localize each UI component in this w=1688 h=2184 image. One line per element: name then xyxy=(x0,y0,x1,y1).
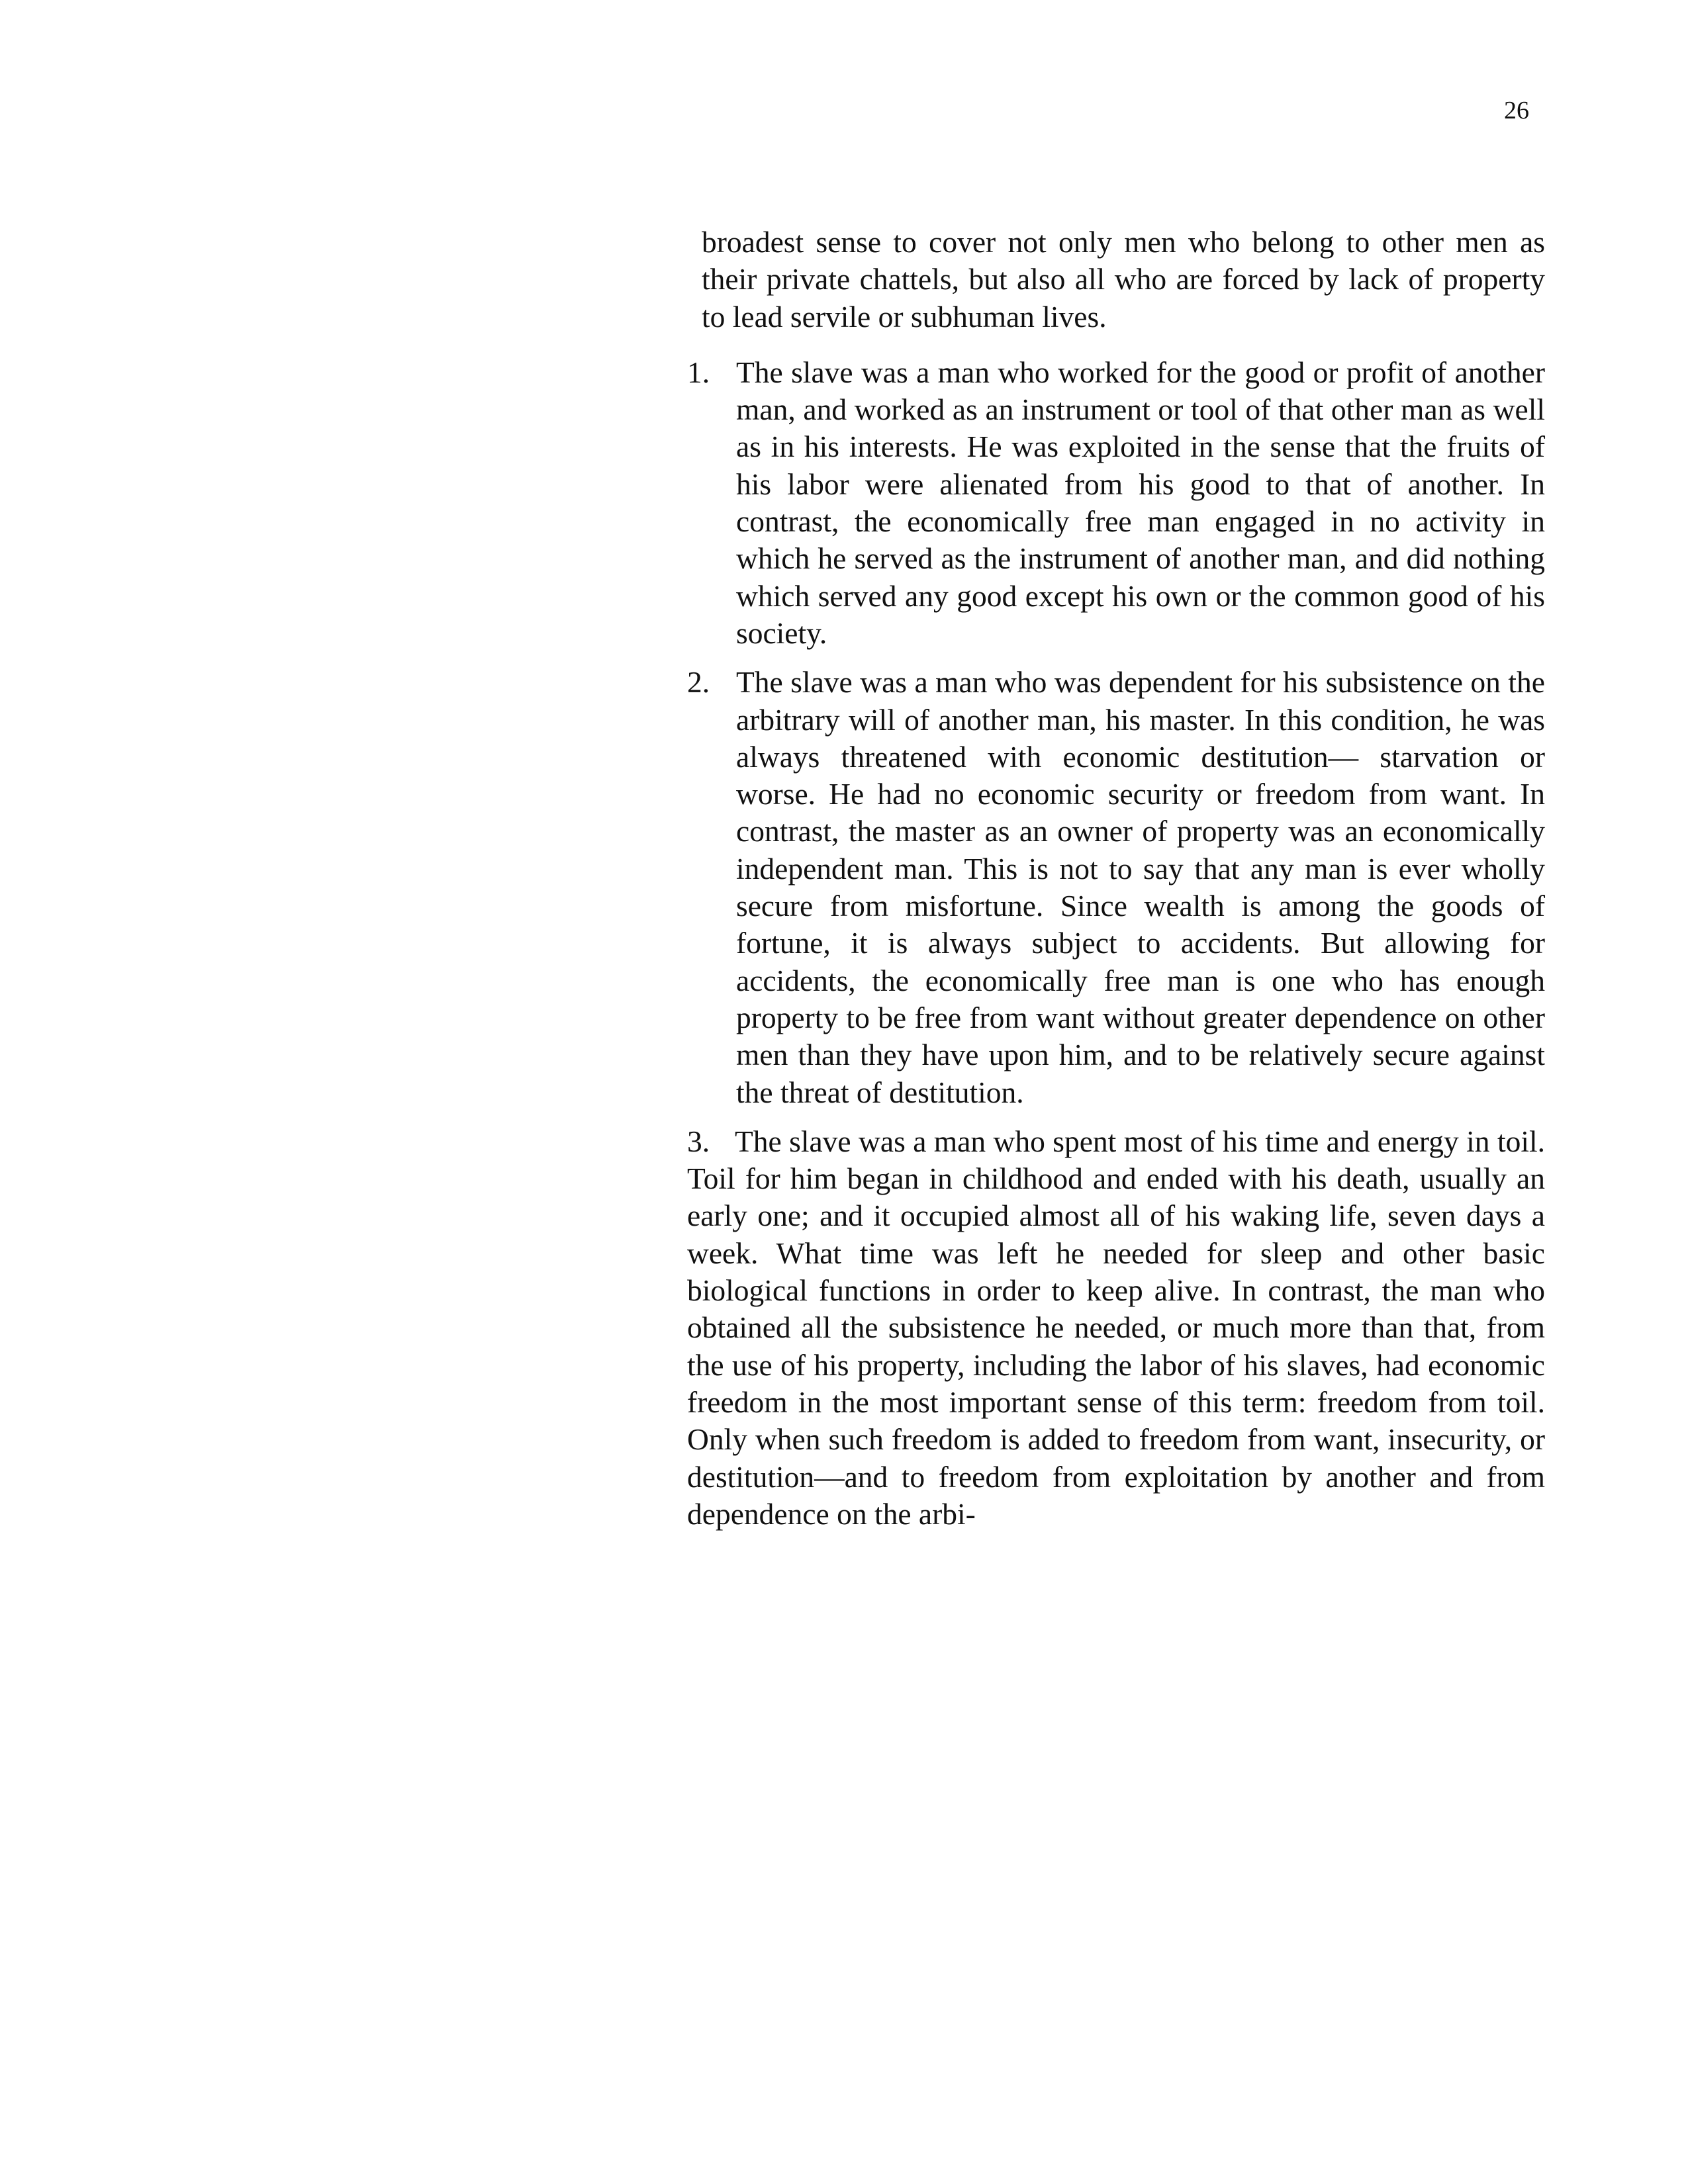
list-item-text: The slave was a man who spent most of his time and energy in toil. Toil for him began in childhood and ended with his death, usually an early one; and it occupied almost all of his waking life, seven days a week. What time was left he needed for sleep and other basic biological functions in order to keep alive. In contrast, the man who obtained all the subsistence he needed, or much more than that, from the use of his property, including the labor of his slaves, had economic freedom in the most important sense of this term: freedom from toil. Only when such freedom is added to freedom from want, insecurity, or destitution—and to freedom from exploitation by another and from dependence on the arbi- xyxy=(687,1124,1545,1531)
list-item-number: 3. xyxy=(687,1124,710,1158)
list-item-2 xyxy=(687,664,1545,1111)
intro-paragraph: broadest sense to cover not only men who belong to other men as their private chattels, but also all who are forced by lack of property to lead servile or subhuman lives. xyxy=(702,225,1545,334)
list-item-text: The slave was a man who was dependent for his subsistence on the arbitrary will of another man, his master. In this condition, he was always threatened with economic destitution— starvation or worse. He had no economic security or freedom from want. In contrast, the master as an owner of property was an economically independent man. This is not to say that any man is ever wholly secure from misfortune. Since wealth is among the goods of fortune, it is always subject to accidents. But allowing for accidents, the economically free man is one who has enough property to be free from want without greater dependence on other men than they have upon him, and to be relatively secure against the threat of destitution. xyxy=(736,665,1545,1109)
list-item-1 xyxy=(687,354,1545,652)
list-item-text: The slave was a man who worked for the good or profit of another man, and worked as an instrument or tool of that other man as well as in his interests. He was exploited in the sense that the fruits of his labor were alienated from his good to that of another. In contrast, the economically free man engaged in no activity in which he served as the instrument of another man, and did nothing which served any good except his own or the common good of his society. xyxy=(736,355,1545,650)
body-text xyxy=(687,224,1545,1533)
page-number: 26 xyxy=(1504,97,1529,124)
list-item-number: 2. xyxy=(687,665,710,700)
list-item-3 xyxy=(687,1123,1545,1533)
list-item-number: 1. xyxy=(687,355,710,389)
